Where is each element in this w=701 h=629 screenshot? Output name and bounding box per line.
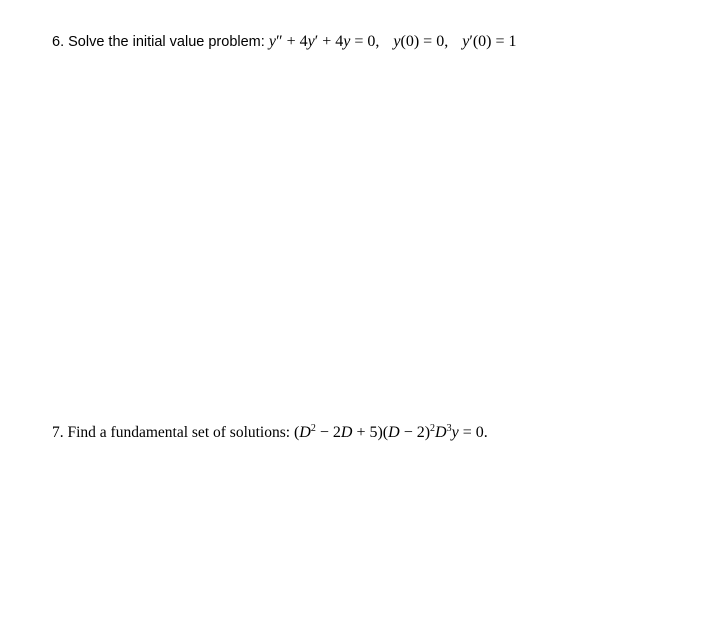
eq7-d3: D	[388, 424, 400, 441]
eq6-rhs: = 0,	[350, 33, 380, 50]
ic1-y: y	[393, 33, 401, 50]
problem-7-equation	[294, 424, 488, 441]
eq6-y2: y	[307, 33, 315, 50]
problem-6	[52, 33, 517, 51]
eq7-d1: D	[299, 424, 311, 441]
eq7-d4: D	[435, 424, 447, 441]
eq7-y: y	[451, 424, 459, 441]
problem-7-prompt: 7. Find a fundamental set of solutions:	[52, 424, 294, 441]
eq7-t3: + 5)(	[352, 424, 389, 441]
eq7-rhs: = 0.	[458, 424, 488, 441]
eq6-y3: y	[343, 33, 351, 50]
problem-6-prompt: 6. Solve the initial value problem:	[52, 34, 269, 50]
ic1-rest: (0) = 0,	[400, 33, 449, 50]
eq7-exp1: 2	[310, 423, 316, 434]
eq7-t2: − 2	[315, 424, 341, 441]
problem-7	[52, 424, 488, 442]
eq6-y1: y	[268, 33, 276, 50]
eq7-t1: (	[293, 424, 300, 441]
eq6-op1: ″ + 4	[275, 33, 308, 50]
ic2-rest: ′(0) = 1	[469, 33, 517, 50]
eq7-d2: D	[340, 424, 353, 441]
eq7-exp3: 3	[446, 423, 452, 434]
initial-condition-1	[393, 33, 448, 50]
eq6-op2: ′ + 4	[314, 33, 344, 50]
ic2-y: y	[462, 33, 470, 50]
eq7-exp2: 2	[430, 423, 436, 434]
initial-condition-2	[462, 33, 516, 50]
problem-6-equation	[269, 33, 380, 50]
eq7-t4: − 2)	[399, 424, 431, 441]
